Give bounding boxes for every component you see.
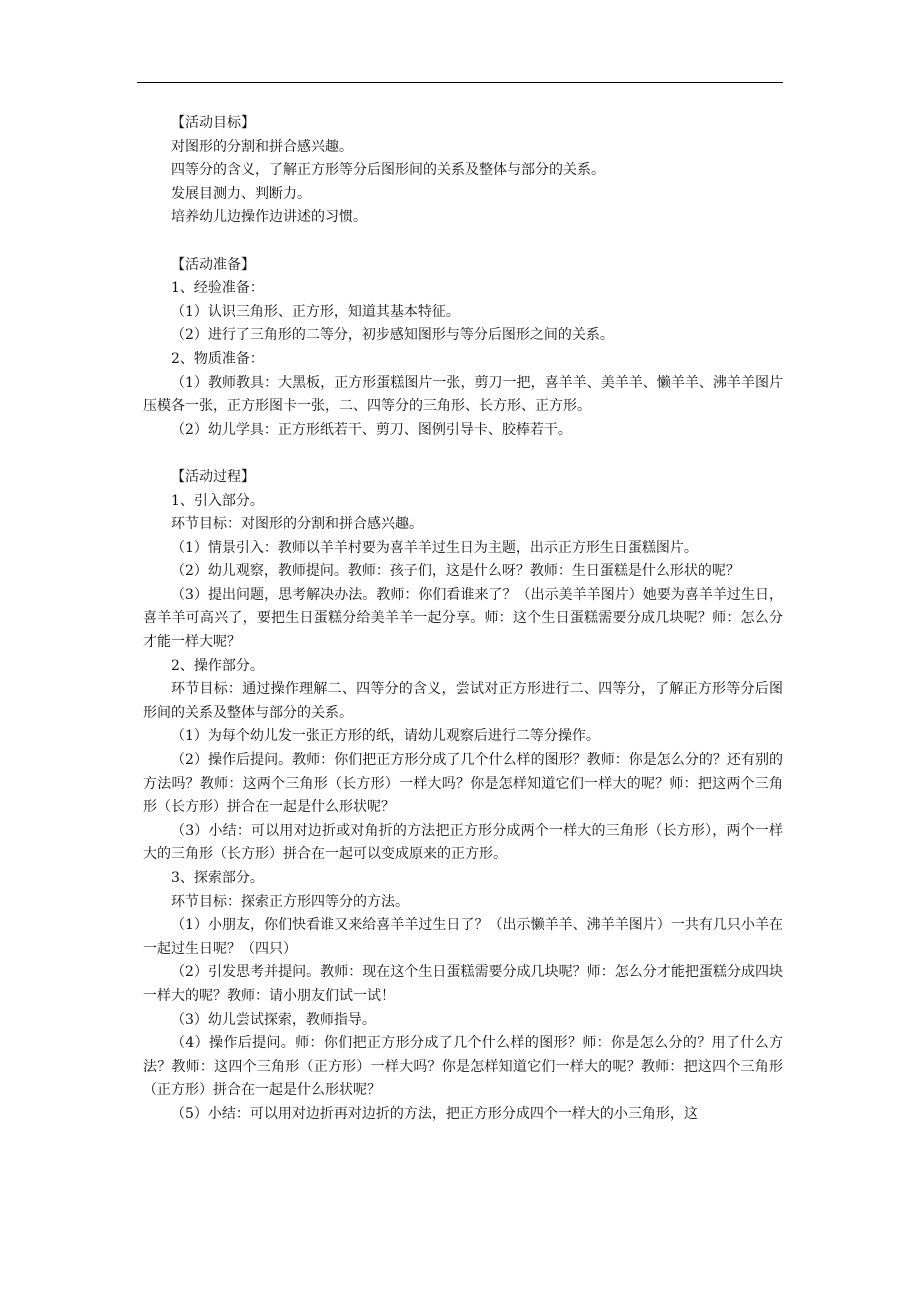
paragraph: （1）小朋友，你们快看谁又来给喜羊羊过生日了？（出示懒羊羊、沸羊羊图片）一共有几只小羊在一起过生日呢？（四只） xyxy=(143,917,783,957)
paragraph: 发展目测力、判断力。 xyxy=(171,185,311,202)
section-heading-goals: 【活动目标】 xyxy=(171,115,255,131)
paragraph: 2、物质准备： xyxy=(171,350,264,367)
paragraph: （1）情景引入：教师以羊羊村要为喜羊羊过生日为主题，出示正方形生日蛋糕图片。 xyxy=(171,539,698,556)
paragraph: （3）小结：可以用对边折或对角折的方法把正方形分成两个一样大的三角形（长方形），两个一样大的三角形（长方形）拼合在一起可以变成原来的正方形。 xyxy=(143,822,783,863)
paragraph: （3）提出问题，思考解决办法。教师：你们看谁来了？（出示美羊羊图片）她要为喜羊羊过生日，喜羊羊可高兴了，要把生日蛋糕分给美羊羊一起分享。师：这个生日蛋糕需要分成几块呢？师：怎么分才能一样大呢？ xyxy=(143,586,783,651)
paragraph: （5）小结：可以用对边折再对边折的方法，把正方形分成四个一样大的小三角形，这 xyxy=(171,1105,698,1122)
document-body xyxy=(143,112,783,1127)
paragraph: 培养幼儿边操作边讲述的习惯。 xyxy=(171,209,367,226)
paragraph: 2、操作部分。 xyxy=(171,657,264,674)
section-gap xyxy=(143,442,783,466)
paragraph: （3）幼儿尝试探索，教师指导。 xyxy=(171,1011,376,1028)
paragraph: （2）操作后提问。教师：你们把正方形分成了几个什么样的图形？教师：你是怎么分的？还有别的方法吗？教师：这两个三角形（长方形）一样大吗？你是怎样知道它们一样大的呢？师：把这两个三角形（长方形）拼合在一起是什么形状呢？ xyxy=(143,752,783,816)
paragraph: 对图形的分割和拼合感兴趣。 xyxy=(171,138,353,155)
section-heading-process: 【活动过程】 xyxy=(171,468,255,485)
section-gap xyxy=(143,230,783,254)
header-rule xyxy=(137,82,783,83)
paragraph: （1）为每个幼儿发一张正方形的纸，请幼儿观察后进行二等分操作。 xyxy=(171,728,600,745)
paragraph: （2）幼儿观察，教师提问。教师：孩子们，这是什么呀？教师：生日蛋糕是什么形状的呢？ xyxy=(171,563,740,580)
paragraph: 1、引入部分。 xyxy=(171,492,264,509)
paragraph: （2）进行了三角形的二等分，初步感知图形与等分后图形之间的关系。 xyxy=(171,327,614,344)
paragraph: 1、经验准备： xyxy=(171,280,264,297)
paragraph: 环节目标：探索正方形四等分的方法。 xyxy=(171,893,409,910)
paragraph: 环节目标：对图形的分割和拼合感兴趣。 xyxy=(171,516,423,533)
paragraph: （2）幼儿学具：正方形纸若干、剪刀、图例引导卡、胶棒若干。 xyxy=(171,421,572,438)
paragraph: 环节目标：通过操作理解二、四等分的含义，尝试对正方形进行二、四等分，了解正方形等分后图形间的关系及整体与部分的关系。 xyxy=(143,681,783,721)
paragraph: （4）操作后提问。师：你们把正方形分成了几个什么样的图形？师：你是怎么分的？用了什么方法？教师：这四个三角形（正方形）一样大吗？你是怎样知道它们一样大的呢？教师：把这四个三角形（正方形）拼合在一起是什么形状呢？ xyxy=(143,1035,783,1099)
paragraph: （1）认识三角形、正方形，知道其基本特征。 xyxy=(171,303,460,320)
paragraph: （1）教师教具：大黑板，正方形蛋糕图片一张，剪刀一把，喜羊羊、美羊羊、懒羊羊、沸羊羊图片压模各一张，正方形图卡一张，二、四等分的三角形、长方形、正方形。 xyxy=(143,374,783,415)
paragraph: 3、探索部分。 xyxy=(171,870,264,886)
paragraph: （2）引发思考并提问。教师：现在这个生日蛋糕需要分成几块呢？师：怎么分才能把蛋糕分成四块一样大的呢？教师：请小朋友们试一试！ xyxy=(143,964,783,1004)
paragraph: 四等分的含义，了解正方形等分后图形间的关系及整体与部分的关系。 xyxy=(171,162,605,179)
section-heading-preparation: 【活动准备】 xyxy=(171,256,255,273)
